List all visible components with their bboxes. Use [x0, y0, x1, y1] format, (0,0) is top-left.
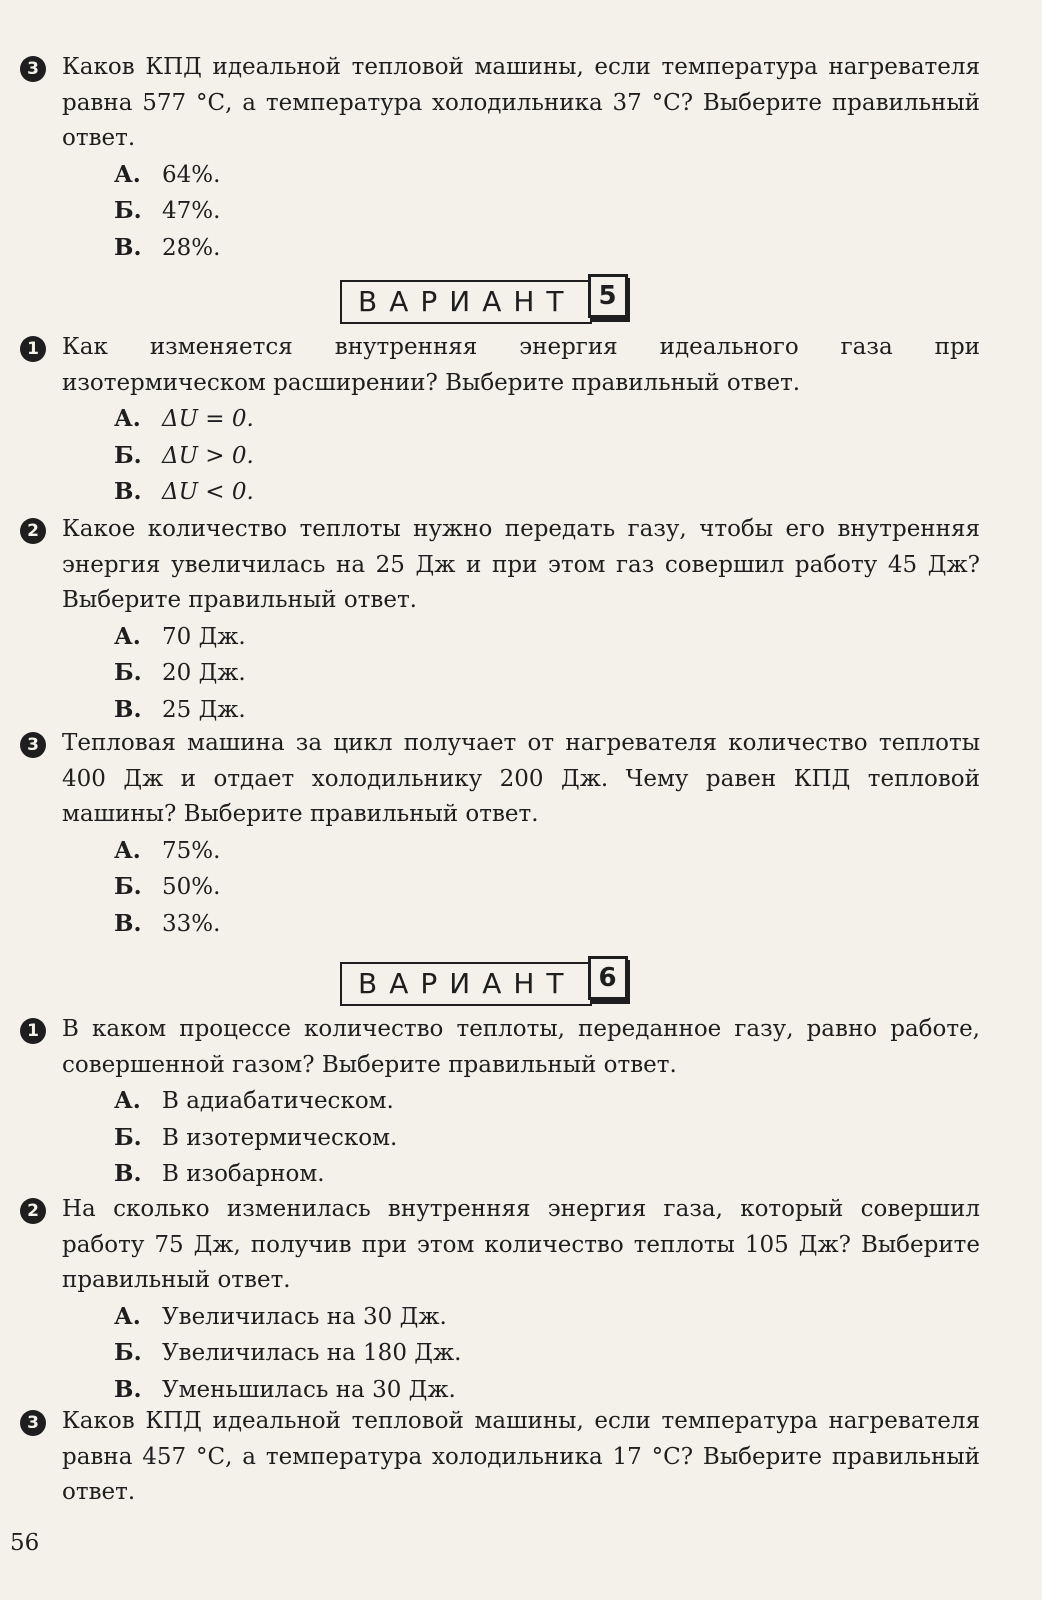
- question-number-badge: 2: [20, 518, 46, 544]
- question-block: [20, 330, 980, 511]
- answer-option: А. ΔU = 0.: [114, 405, 254, 432]
- answer-options: [114, 157, 980, 267]
- answer-option: В. 33%.: [114, 909, 221, 937]
- question-block: [20, 726, 980, 942]
- page-number: 56: [10, 1530, 40, 1556]
- answer-options: [114, 401, 980, 511]
- answer-option: Б. 47%.: [114, 197, 221, 224]
- answer-option: Б. 50%.: [114, 873, 221, 900]
- variant-heading: [340, 280, 628, 324]
- answer-option: В. ΔU < 0.: [114, 478, 254, 505]
- question-block: [20, 1192, 980, 1408]
- question-text: На сколько изменилась внутренняя энергия газа, который совершил работу 75 Дж, получив при этом количество теплоты 105 Дж? Выберите правильный ответ.: [62, 1196, 980, 1293]
- question-number-badge: 2: [20, 1198, 46, 1224]
- question-number-badge: 3: [20, 732, 46, 758]
- answer-option: В. В изобарном.: [114, 1160, 325, 1187]
- answer-options: [114, 619, 980, 729]
- question-number-badge: 1: [20, 336, 46, 362]
- answer-option: Б. 20 Дж.: [114, 659, 246, 686]
- answer-option: А. В адиабатическом.: [114, 1087, 394, 1114]
- question-text: Какое количество теплоты нужно передать газу, чтобы его внутренняя энергия увеличилась на 25 Дж и при этом газ совершил работу 45 Дж? Выберите правильный ответ.: [62, 516, 980, 613]
- question-text: В каком процессе количество теплоты, переданное газу, равно работе, совершенной газом? Выберите правильный ответ.: [62, 1016, 980, 1078]
- question-number-badge: 1: [20, 1018, 46, 1044]
- question-number-badge: 3: [20, 56, 46, 82]
- answer-options: [114, 1083, 980, 1193]
- answer-option: Б. ΔU > 0.: [114, 441, 254, 469]
- answer-options: [114, 833, 980, 943]
- answer-option: В. 28%.: [114, 233, 221, 261]
- variant-heading: [340, 962, 628, 1006]
- answer-option: В. 25 Дж.: [114, 695, 246, 723]
- variant-title: ВАРИАНТ: [340, 280, 592, 324]
- answer-options: [114, 1299, 980, 1409]
- question-block: [20, 1404, 980, 1511]
- variant-title: ВАРИАНТ: [340, 962, 592, 1006]
- question-text: Каков КПД идеальной тепловой машины, если температура нагревателя равна 577 °С, а температура холодильника 37 °С? Выберите правильный ответ.: [62, 54, 980, 151]
- question-block: [20, 50, 980, 266]
- question-text: Как изменяется внутренняя энергия идеального газа при изотермическом расширении? Выберите правильный ответ.: [62, 334, 980, 396]
- answer-option: А. 75%.: [114, 836, 221, 864]
- variant-number: 5: [588, 274, 628, 318]
- answer-option: Б. Увеличилась на 180 Дж.: [114, 1339, 462, 1366]
- question-text: Тепловая машина за цикл получает от нагревателя количество теплоты 400 Дж и отдает холодильнику 200 Дж. Чему равен КПД тепловой машины? Выберите правильный ответ.: [62, 730, 980, 827]
- answer-option: А. 64%.: [114, 160, 221, 188]
- question-number-badge: 3: [20, 1410, 46, 1436]
- question-text: Каков КПД идеальной тепловой машины, если температура нагревателя равна 457 °С, а температура холодильника 17 °С? Выберите правильный ответ.: [62, 1408, 980, 1505]
- question-block: [20, 512, 980, 728]
- answer-option: В. Уменьшилась на 30 Дж.: [114, 1375, 456, 1403]
- answer-option: А. 70 Дж.: [114, 622, 246, 650]
- variant-number: 6: [588, 956, 628, 1000]
- question-block: [20, 1012, 980, 1193]
- answer-option: Б. В изотермическом.: [114, 1123, 398, 1151]
- answer-option: А. Увеличилась на 30 Дж.: [114, 1302, 447, 1330]
